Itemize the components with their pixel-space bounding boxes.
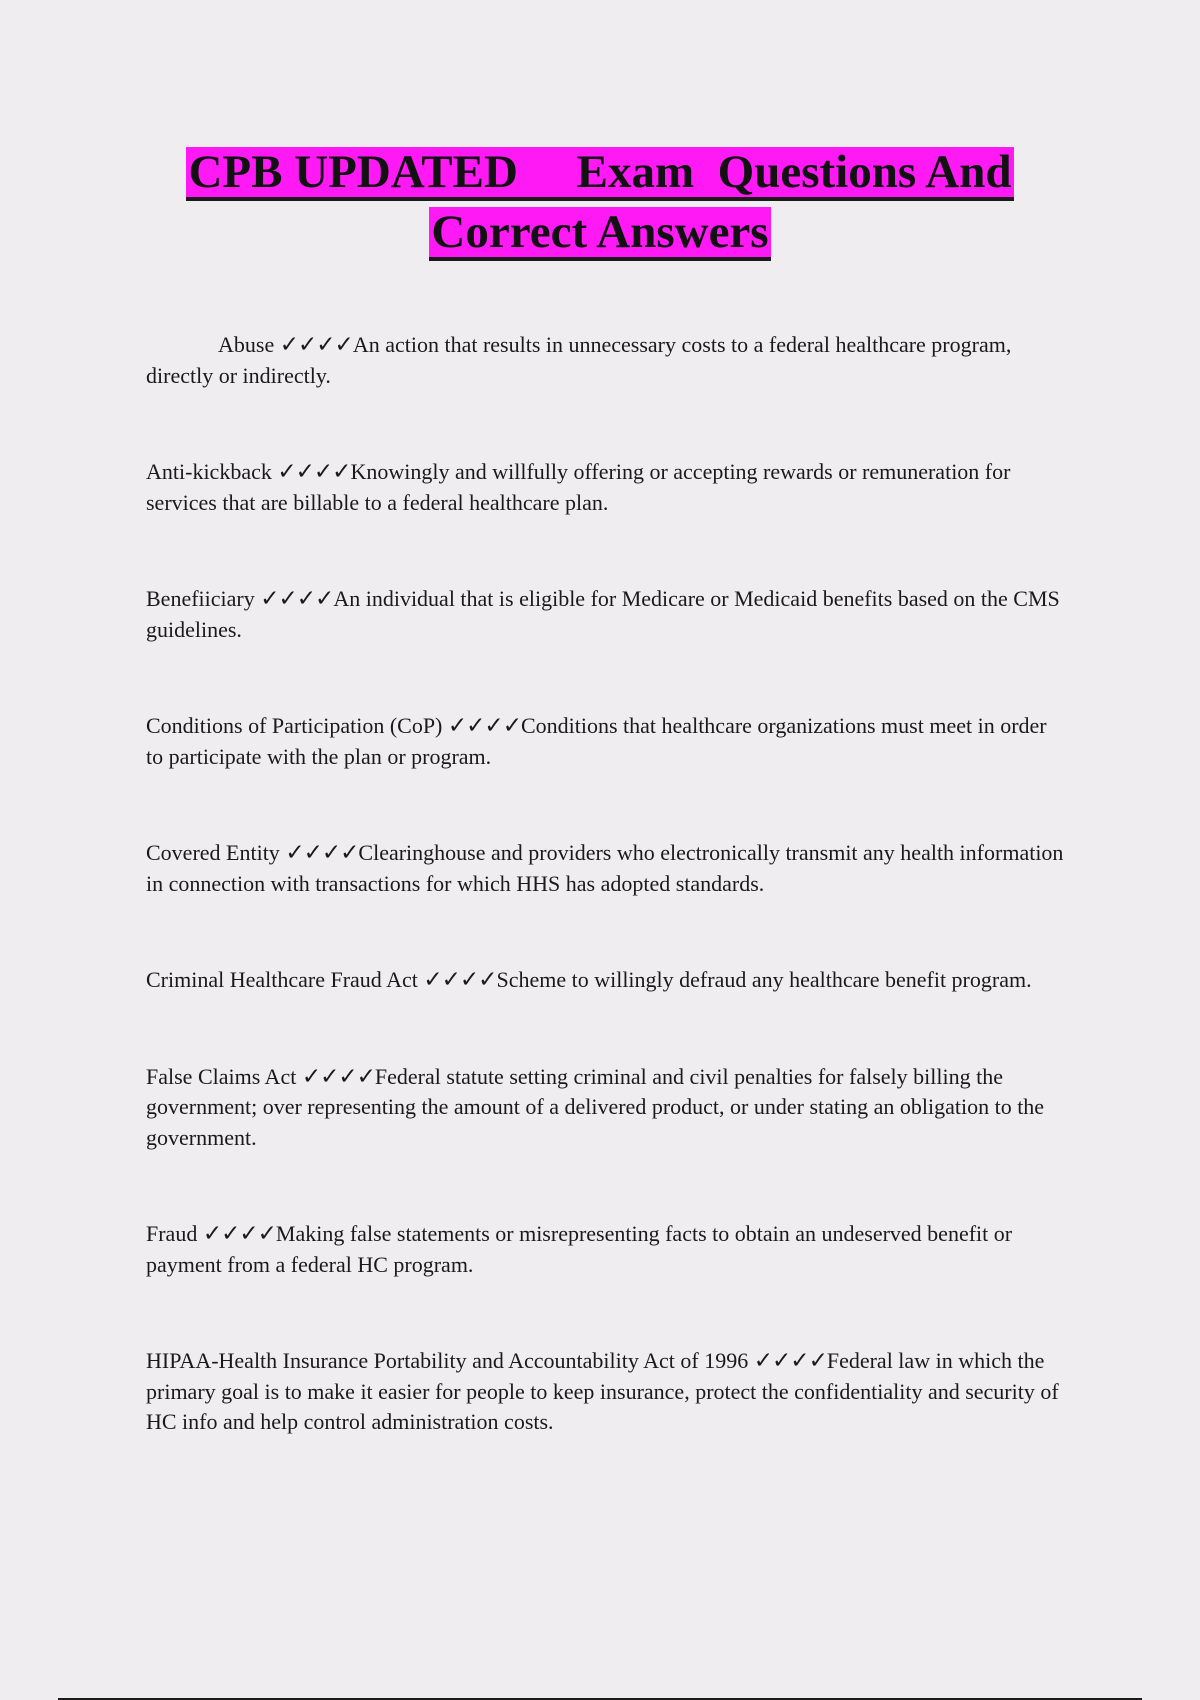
- list-item: [146, 1346, 1066, 1438]
- check-marks-icon: ✓✓✓✓: [260, 586, 334, 612]
- list-item: [146, 965, 1066, 996]
- entry-definition: Federal law in which the primary goal is to make it easier for people to keep insurance, protect the confidentiality and security of HC info and help control administration costs.: [146, 1348, 1059, 1434]
- list-item: [146, 457, 1066, 518]
- check-marks-icon: ✓✓✓✓: [423, 967, 497, 993]
- check-marks-icon: ✓✓✓✓: [277, 459, 351, 485]
- document-title: [150, 142, 1050, 262]
- entry-term: False Claims Act: [146, 1063, 297, 1089]
- entry-term: Covered Entity: [146, 840, 280, 865]
- title-line-1: CPB UPDATED Exam Questions And: [186, 147, 1013, 201]
- check-marks-icon: ✓✓✓✓: [447, 713, 521, 739]
- entry-definition: Making false statements or misrepresenting facts to obtain an undeserved benefit or payment from a federal HC program.: [146, 1221, 1013, 1277]
- entry-term: Abuse: [218, 332, 275, 357]
- entry-term: Benefiiciary: [146, 586, 255, 611]
- entry-definition: Conditions that healthcare organizations must meet in order to participate with the plan or program.: [146, 713, 1047, 769]
- check-marks-icon: ✓✓✓✓: [753, 1348, 827, 1374]
- check-marks-icon: ✓✓✓✓: [285, 840, 359, 866]
- entry-term: Anti-kickback: [146, 459, 272, 484]
- entry-definition: An action that results in unnecessary costs to a federal healthcare program, directly or indirectly.: [146, 332, 1012, 388]
- list-item: [146, 1062, 1066, 1154]
- entry-definition: Federal statute setting criminal and civil penalties for falsely billing the government; over representing the amount of a delivered product, or under stating an obligation to the government.: [146, 1063, 1045, 1150]
- entry-term: Conditions of Participation (CoP): [146, 713, 443, 738]
- check-marks-icon: ✓✓✓✓: [202, 1221, 276, 1247]
- list-item: [146, 330, 1066, 391]
- flashcard-list: [146, 330, 1066, 1438]
- list-item: [146, 711, 1066, 772]
- entry-definition: An individual that is eligible for Medicare or Medicaid benefits based on the CMS guidelines.: [146, 586, 1060, 642]
- entry-definition: Knowingly and willfully offering or accepting rewards or remuneration for services that are billable to a federal healthcare plan.: [146, 459, 1011, 515]
- entry-definition: Clearinghouse and providers who electronically transmit any health information in connection with transactions for which HHS has adopted standards.: [146, 840, 1064, 896]
- list-item: [146, 1219, 1066, 1280]
- entry-definition: Scheme to willingly defraud any healthcare benefit program.: [496, 967, 1032, 992]
- list-item: [146, 838, 1066, 899]
- check-marks-icon: ✓✓✓✓: [301, 1063, 375, 1090]
- title-line-2: Correct Answers: [429, 207, 770, 261]
- entry-term: HIPAA-Health Insurance Portability and Accountability Act of 1996: [146, 1348, 749, 1373]
- list-item: [146, 584, 1066, 645]
- entry-term: Fraud: [146, 1221, 198, 1246]
- entry-term: Criminal Healthcare Fraud Act: [146, 967, 418, 992]
- check-marks-icon: ✓✓✓✓: [279, 332, 353, 358]
